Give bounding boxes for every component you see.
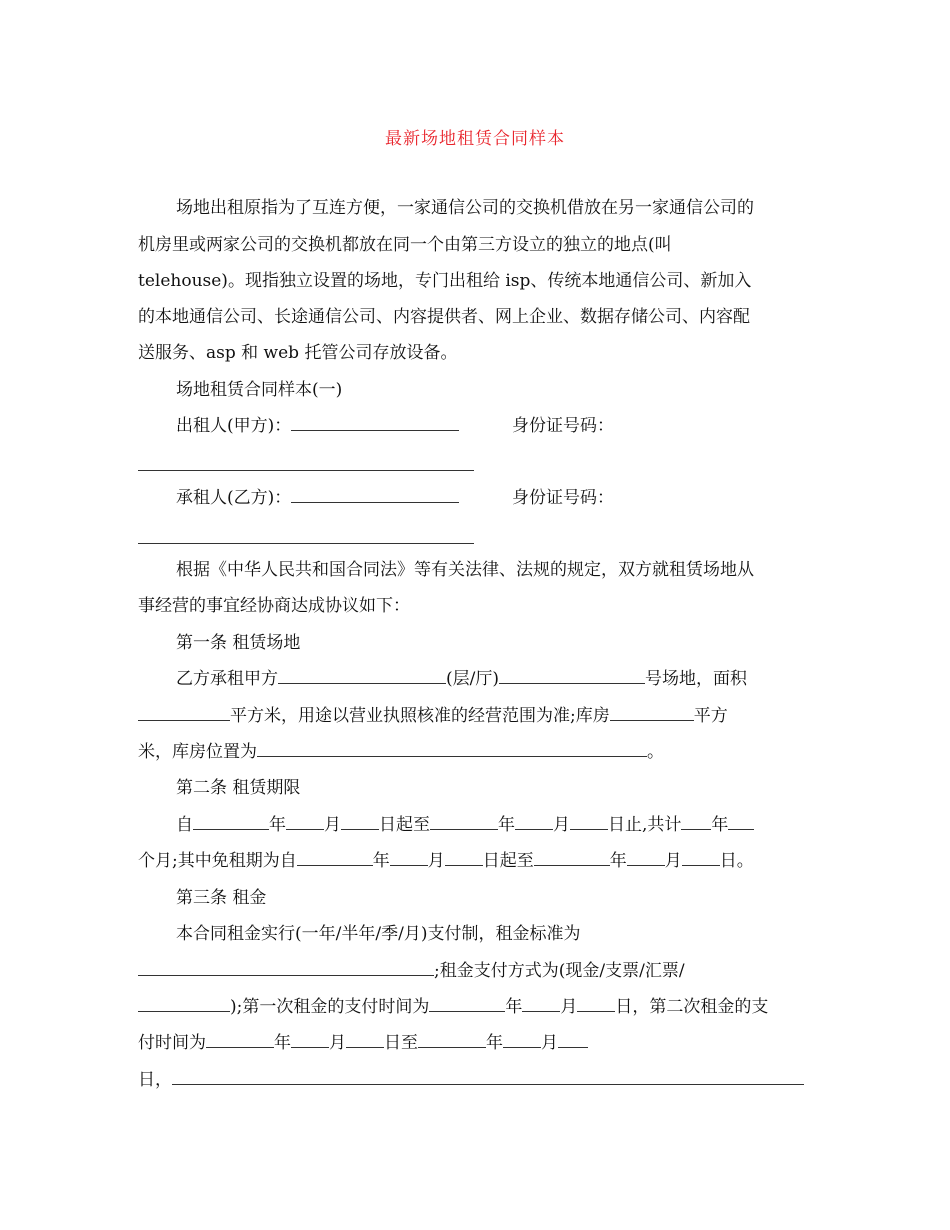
- end-day-blank[interactable]: [570, 815, 608, 830]
- text-pay-method: ;租金支付方式为(现金/支票/汇票/: [434, 961, 685, 981]
- lessee-row: [176, 488, 459, 508]
- text-day-to: 日至: [384, 1033, 418, 1053]
- intro-line-5: 送服务、asp 和 web 托管公司存放设备。: [138, 343, 458, 363]
- text-year: 年: [505, 997, 523, 1017]
- lessor-label: 出租人(甲方)：: [176, 416, 292, 436]
- article-3-line-5: [138, 1070, 804, 1090]
- text-month: 月: [664, 851, 682, 871]
- article-1-text-c: 号场地，面积: [645, 669, 747, 689]
- pay-method-other-blank[interactable]: [138, 997, 230, 1012]
- text-day-end: 日。: [719, 851, 754, 871]
- text-year: 年: [609, 851, 627, 871]
- article-1-text-e: 平方: [693, 706, 728, 726]
- second-pay-year-blank[interactable]: [206, 1033, 274, 1048]
- free-end-day-blank[interactable]: [682, 851, 720, 866]
- text-month: 月: [329, 1033, 346, 1053]
- total-years-blank[interactable]: [681, 815, 711, 830]
- second-pay-end-year-blank[interactable]: [418, 1033, 486, 1048]
- text-month: 月: [553, 815, 570, 835]
- second-pay-day-blank[interactable]: [346, 1033, 384, 1048]
- article-3-line-4: [138, 1033, 588, 1053]
- article-1-line-1: [176, 669, 747, 689]
- text-first-pay: );第一次租金的支付时间为: [230, 997, 430, 1017]
- free-end-year-blank[interactable]: [534, 851, 610, 866]
- free-end-month-blank[interactable]: [627, 851, 665, 866]
- first-pay-day-blank[interactable]: [577, 997, 615, 1012]
- text-month: 月: [541, 1033, 558, 1053]
- document-title: 最新场地租赁合同样本: [385, 129, 565, 149]
- start-month-blank[interactable]: [286, 815, 324, 830]
- lessee-label: 承租人(乙方)：: [176, 488, 292, 508]
- first-pay-year-blank[interactable]: [429, 997, 505, 1012]
- text-year: 年: [498, 815, 515, 835]
- free-start-month-blank[interactable]: [390, 851, 428, 866]
- article-1-line-3: [138, 742, 664, 762]
- text-from: 自: [176, 815, 193, 835]
- article-3-line-1: 本合同租金实行(一年/半年/季/月)支付制，租金标准为: [176, 924, 581, 944]
- basis-line-2: 事经营的事宜经协商达成协议如下：: [138, 596, 410, 616]
- article-2-line-1: [176, 815, 754, 835]
- free-start-day-blank[interactable]: [445, 851, 483, 866]
- text-second-pay: 日，第二次租金的支: [615, 997, 769, 1017]
- text-year: 年: [711, 815, 729, 835]
- storage-location-blank[interactable]: [257, 742, 647, 757]
- text-day-to-total: 日止,共计: [608, 815, 682, 835]
- text-month: 月: [427, 851, 445, 871]
- end-month-blank[interactable]: [515, 815, 553, 830]
- text-day-from: 日起至: [379, 815, 430, 835]
- end-year-blank[interactable]: [430, 815, 498, 830]
- lessor-id-blank[interactable]: [138, 470, 474, 471]
- text-day-from: 日起至: [482, 851, 534, 871]
- total-months-blank[interactable]: [728, 815, 754, 830]
- lessee-name-blank[interactable]: [291, 488, 459, 503]
- area-blank[interactable]: [138, 706, 230, 721]
- lessee-id-label: 身份证号码：: [512, 488, 614, 508]
- rent-standard-blank[interactable]: [138, 961, 434, 976]
- lessor-row: [176, 416, 459, 436]
- basis-line-1: 根据《中华人民共和国合同法》等有关法律、法规的规定，双方就租赁场地从: [176, 560, 754, 580]
- intro-line-4: 的本地通信公司、长途通信公司、内容提供者、网上企业、数据存储公司、内容配: [138, 307, 750, 327]
- lessee-id-blank[interactable]: [138, 543, 474, 544]
- final-blank[interactable]: [172, 1070, 804, 1085]
- article-1-text-a: 乙方承租甲方: [176, 669, 278, 689]
- article-1-text-b: (层/厅): [446, 669, 499, 689]
- text-last-day: 日，: [138, 1070, 172, 1090]
- text-pay-time: 付时间为: [138, 1033, 206, 1053]
- start-day-blank[interactable]: [341, 815, 379, 830]
- article-2-heading: 第二条 租赁期限: [176, 778, 301, 798]
- text-year: 年: [486, 1033, 503, 1053]
- free-start-year-blank[interactable]: [297, 851, 373, 866]
- storage-area-blank[interactable]: [610, 706, 694, 721]
- sample-heading: 场地租赁合同样本(一): [176, 380, 343, 400]
- start-year-blank[interactable]: [193, 815, 269, 830]
- intro-line-2: 机房里或两家公司的交换机都放在同一个由第三方设立的独立的地点(叫: [138, 235, 672, 255]
- intro-line-1: 场地出租原指为了互连方便，一家通信公司的交换机借放在另一家通信公司的: [176, 198, 754, 218]
- text-month: 月: [324, 815, 341, 835]
- article-1-text-f: 米，库房位置为: [138, 742, 257, 762]
- first-pay-month-blank[interactable]: [522, 997, 560, 1012]
- text-year: 年: [269, 815, 286, 835]
- text-month: 月: [560, 997, 578, 1017]
- article-2-line-2: [138, 851, 754, 871]
- article-1-line-2: [138, 706, 728, 726]
- text-free-from: 个月;其中免租期为自: [138, 851, 297, 871]
- article-3-line-2: [138, 961, 685, 981]
- lessor-id-label: 身份证号码：: [512, 416, 614, 436]
- article-3-line-3: [138, 997, 768, 1017]
- article-3-heading: 第三条 租金: [176, 888, 267, 908]
- second-pay-month-blank[interactable]: [291, 1033, 329, 1048]
- site-number-blank[interactable]: [499, 669, 645, 684]
- intro-line-3: telehouse)。现指独立设置的场地，专门出租给 isp、传统本地通信公司、新加入: [138, 271, 752, 291]
- article-1-heading: 第一条 租赁场地: [176, 633, 301, 653]
- text-year: 年: [372, 851, 390, 871]
- second-pay-end-month-blank[interactable]: [503, 1033, 541, 1048]
- floor-blank[interactable]: [278, 669, 446, 684]
- article-1-text-g: 。: [647, 742, 664, 762]
- second-pay-end-day-blank[interactable]: [558, 1033, 588, 1048]
- article-1-text-d: 平方米，用途以营业执照核准的经营范围为准;库房: [230, 706, 610, 726]
- lessor-name-blank[interactable]: [291, 416, 459, 431]
- text-year: 年: [274, 1033, 291, 1053]
